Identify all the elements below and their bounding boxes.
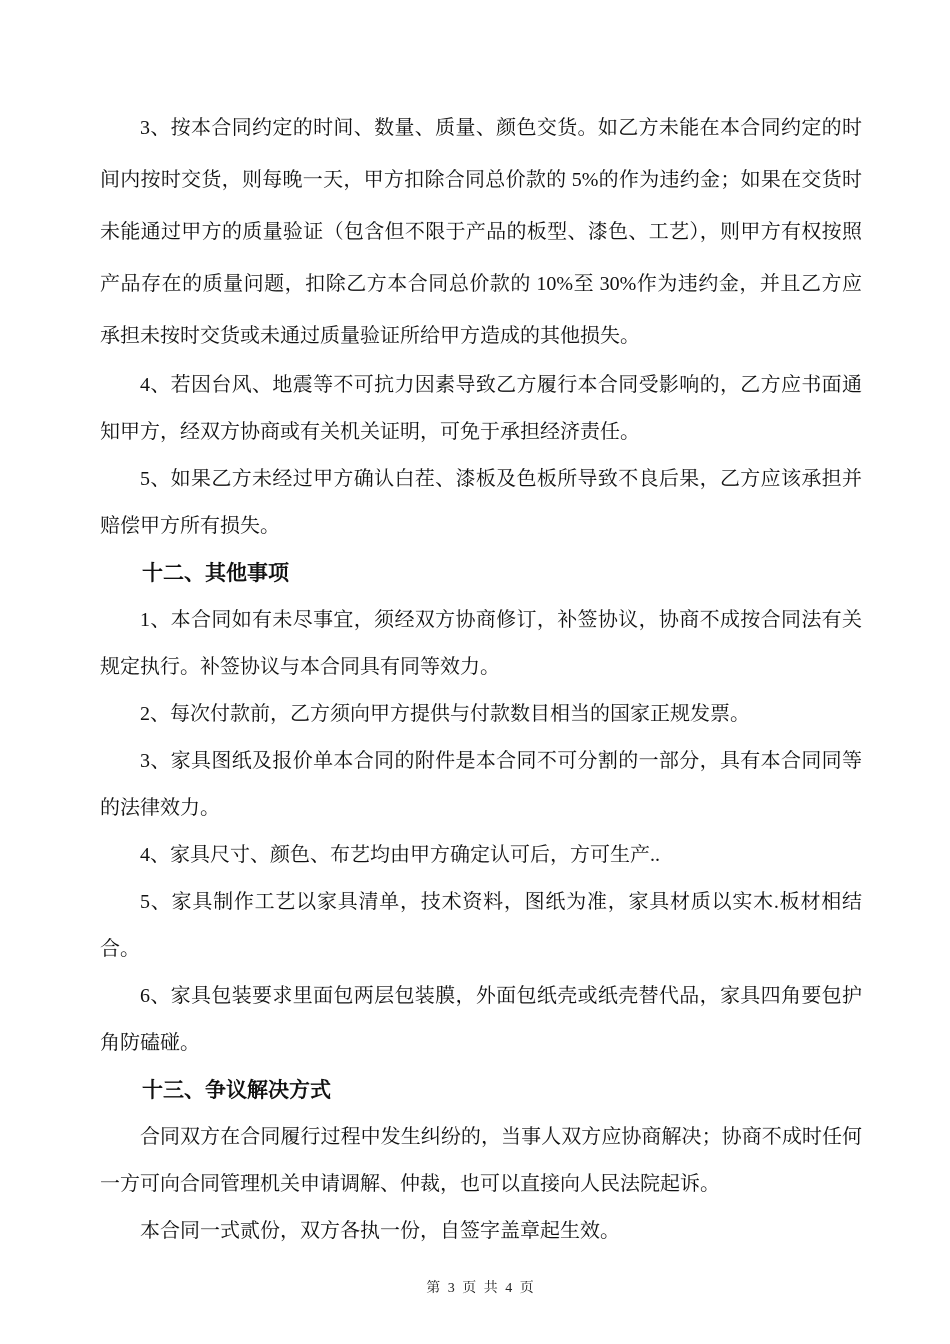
clause-sample-confirmation-liability: 5、如果乙方未经过甲方确认白茬、漆板及色板所导致不良后果，乙方应该承担并赔偿甲方所有损失。 — [100, 468, 862, 537]
clause-force-majeure: 4、若因台风、地震等不可抗力因素导致乙方履行本合同受影响的，乙方应书面通知甲方，经双方协商或有关机关证明，可免于承担经济责任。 — [100, 374, 862, 443]
heading-section-12-other-matters: 十二、其他事项 — [142, 561, 289, 585]
clause-supplementary-agreement: 1、本合同如有未尽事宜，须经双方协商修订，补签协议，协商不成按合同法有关规定执行。补签协议与本合同具有同等效力。 — [100, 609, 862, 678]
clause-invoice-requirement: 2、每次付款前，乙方须向甲方提供与付款数目相当的国家正规发票。 — [140, 703, 750, 725]
clause-dispute-negotiation: 合同双方在合同履行过程中发生纠纷的，当事人双方应协商解决；协商不成时任何一方可向合同管理机关申请调解、仲裁，也可以直接向人民法院起诉。 — [100, 1126, 862, 1195]
clause-delivery-terms: 3、按本合同约定的时间、数量、质量、颜色交货。如乙方未能在本合同约定的时间内按时交货，则每晚一天，甲方扣除合同总价款的 5%的作为违约金；如果在交货时未能通过甲方的质量验证（包含但不限于产品的板型、漆色、工艺），则甲方有权按照产品存在的质量问题，扣除乙方本合同总价款的 10%至 30%作为违约金，并且乙方应承担未按时交货或未通过质量验证所给甲方造成的其他损失。 — [100, 117, 862, 347]
clause-packaging-requirements: 6、家具包装要求里面包两层包装膜，外面包纸壳或纸壳替代品，家具四角要包护角防磕碰。 — [100, 985, 862, 1054]
heading-section-13-dispute-resolution: 十三、争议解决方式 — [142, 1078, 331, 1102]
contract-body — [100, 102, 862, 1255]
clause-craft-standards: 5、家具制作工艺以家具清单，技术资料，图纸为准，家具材质以实木.板材相结合。 — [100, 891, 862, 960]
clause-contract-copies-effectiveness: 本合同一式贰份，双方各执一份，自签字盖章起生效。 — [140, 1220, 620, 1242]
clause-furniture-spec-confirmation: 4、家具尺寸、颜色、布艺均由甲方确定认可后，方可生产.. — [140, 844, 660, 866]
clause-contract-attachments: 3、家具图纸及报价单本合同的附件是本合同不可分割的一部分，具有本合同同等的法律效力。 — [100, 750, 862, 819]
footer-page-indicator: 第 3 页 共 4 页 — [426, 1281, 536, 1296]
